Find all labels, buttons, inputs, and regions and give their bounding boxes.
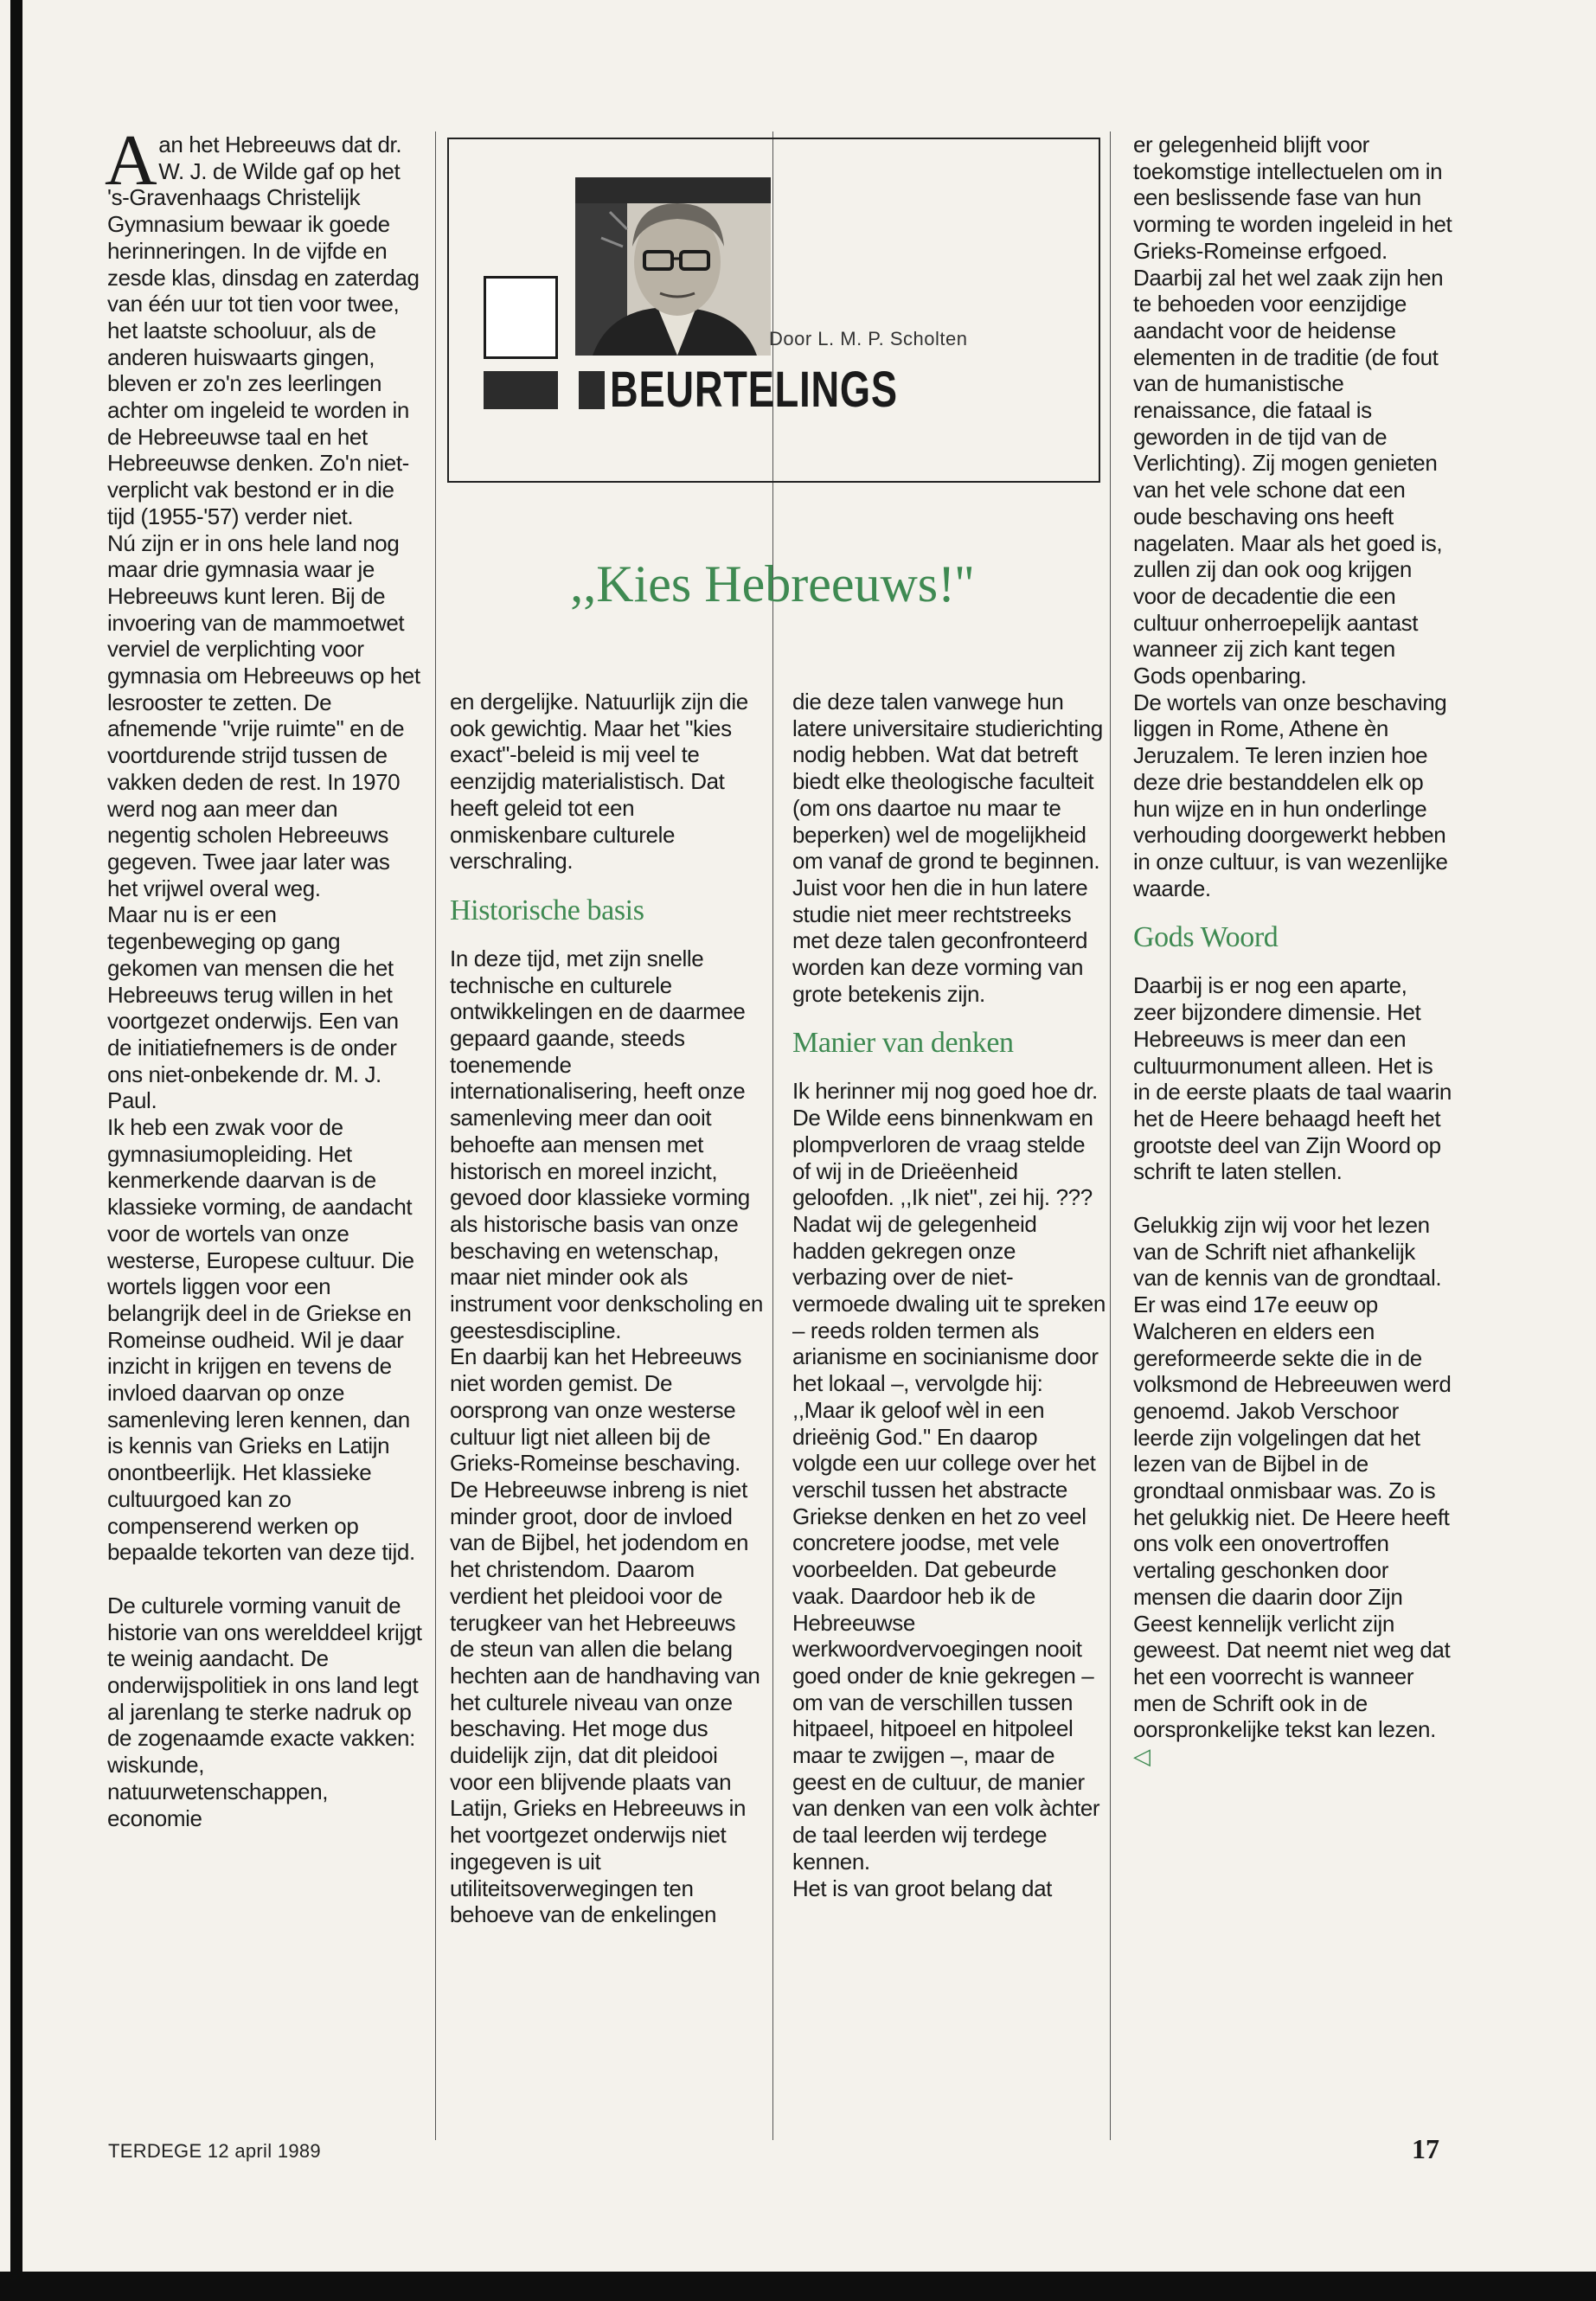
subheading: Manier van denken	[792, 1027, 1014, 1060]
column-rule-3	[1110, 131, 1111, 2140]
scan-bottom-edge	[0, 2272, 1596, 2301]
column-3	[792, 689, 1106, 1901]
subheading: Historische basis	[450, 894, 644, 926]
column-header-box	[447, 138, 1100, 483]
paragraph: Ik heb een zwak voor de gymnasiumopleiding. Het kenmerkende daarvan is de klassieke vorming, de aandacht voor de wortels van onze westerse, Europese cultuur. Die wortels liggen voor een belangrijk deel in de Griekse en Romeinse oudheid. Wil je daar inzicht in krijgen en tevens de invloed daarvan op onze samenleving leren kennen, dan is kennis van Grieks en Latijn onontbeerlijk. Het klassieke cultuurgoed kan zo compenserend werken op bepaalde tekorten van deze tijd.	[107, 1114, 415, 1566]
subheading: Gods Woord	[1133, 921, 1279, 954]
paragraph: Nú zijn er in ons hele land nog maar drie gymnasia waar je Hebreeuws kunt leren. Bij de invoering van de mammoetwet verviel de verplichting voor gymnasia om Hebreeuws op het lesrooster te zetten. De afnemende "vrije ruimte" en de voortdurende strijd tussen de vakken deden de rest. In 1970 werd nog aan meer dan negentig scholen Hebreeuws gegeven. Twee jaar later was het vrijwel overal weg.	[107, 529, 420, 901]
column-1	[105, 120, 424, 1831]
byline: Door L. M. P. Scholten	[769, 328, 968, 349]
author-portrait-photo	[575, 177, 771, 356]
column-4	[1133, 131, 1453, 1770]
column-rule-1	[435, 131, 436, 2140]
page-number: 17	[1412, 2133, 1439, 2164]
paragraph: De culturele vorming vanuit de historie van ons werelddeel krijgt te weinig aandacht. De onderwijspolitiek in ons land legt al jarenlang te sterke nadruk op de zogenaamde exacte vakken: wiskunde, natuurwetenschappen, economie	[107, 1592, 422, 1831]
section-title: BEURTELINGS	[610, 362, 898, 418]
paragraph: Aan het Hebreeuws dat dr. W. J. de Wilde gaf op het 's-Gravenhaags Christelijk Gymnasium bewaar ik goede herinneringen. In de vijfde en zesde klas, dinsdag en zaterdag van één uur tot tien voor twee, het laatste schooluur, als de anderen huiswaarts gingen, bleven er zo'n zes leerlingen achter om ingeleid te worden in de Hebreeuwse taal en het Hebreeuwse denken. Zo'n niet-verplicht vak bestond er in die tijd (1955-'57) verder niet.	[105, 120, 420, 529]
article-headline: ,,Kies Hebreeuws!''	[570, 555, 974, 612]
paragraph: Daarbij is er nog een aparte, zeer bijzondere dimensie. Het Hebreeuws is meer dan een cultuurmonument alleen. Het is in de eerste plaats de taal waarin het de Heere behaagd heeft het grootste deel van Zijn Woord op schrift te laten stellen.	[1133, 972, 1452, 1185]
paragraph: De wortels van onze beschaving liggen in Rome, Athene èn Jeruzalem. Te leren inzien hoe deze drie bestanddelen elk op hun wijze en in hun onderlinge verhouding doorgewerkt hebben in onze cultuur, is van wezenlijke waarde.	[1133, 689, 1448, 901]
paragraph: en dergelijke. Natuurlijk zijn die ook gewichtig. Maar het "kies exact"-beleid is mij veel te eenzijdig materialistisch. Dat heeft geleid tot een onmiskenbare culturele verschraling.	[450, 689, 748, 875]
paragraph: die deze talen vanwege hun latere universitaire studierichting nodig hebben. Wat dat betreft biedt elke theologische faculteit (om ons daartoe nu maar te beperken) wel de mogelijkheid om vanaf de grond te beginnen. Juist voor hen die in hun latere studie niet meer rechtstreeks met deze talen geconfronteerd worden kan deze vorming van grote betekenis zijn.	[792, 689, 1103, 1007]
paragraph: Het is van groot belang dat	[792, 1875, 1052, 1901]
paragraph: Gelukkig zijn wij voor het lezen van de Schrift niet afhankelijk van de kennis van de grondtaal. Er was eind 17e eeuw op Walcheren en elders een gereformeerde sekte die in de volksmond de Hebreeuwen werd genoemd. Jakob Verschoor leerde zijn volgelingen dat het lezen van de Bijbel in de grondtaal onmisbaar was. Zo is het gelukkig niet. De Heere heeft ons volk een onovertroffen vertaling geschonken door mensen die daarin door Zijn Geest kennelijk verlicht zijn geweest. Dat neemt niet weg dat het een voorrecht is wanneer men de Schrift ook in de oorspronkelijke tekst kan lezen. ◁	[1133, 1212, 1452, 1770]
scan-left-edge	[10, 0, 22, 2301]
paragraph: Ik herinner mij nog goed hoe dr. De Wilde eens binnenkwam en plompverloren de vraag stelde of wij in de Drieëenheid geloofden. ,,Ik niet'', zei hij. ??? Nadat wij de gelegenheid hadden gekregen onze verbazing over de niet-vermoede dwaling uit te spreken – reeds rolden termen als arianisme en socinianisme door het lokaal –, vervolgde hij: ,,Maar ik geloof wèl in een drieënig God.'' En daarop volgde een uur college over het verschil tussen het abstracte Griekse denken en het zo veel concretere joodse, met vele voorbeelden. Dat gebeurde vaak. Daardoor heb ik de Hebreeuwse werkwoordvervoegingen nooit goed onder de knie gekregen – om van de verschillen tussen hitpaeel, hitpoeel en hitpoleel maar te zwijgen –, maar de geest en de cultuur, de manier van denken van een volk àchter de taal leerden wij terdege kennen.	[792, 1078, 1106, 1875]
column-2	[450, 689, 763, 1928]
logo-square-outline	[484, 276, 558, 359]
logo-square-filled	[484, 371, 558, 409]
end-mark-icon: ◁	[1133, 1743, 1151, 1770]
dropcap: A	[105, 120, 157, 201]
paragraph: Maar nu is er een tegenbeweging op gang gekomen van mensen die het Hebreeuws terug willen in het voortgezet onderwijs. Een van de initiatiefnemers is de onder ons niet-onbekende dr. M. J. Paul.	[107, 901, 399, 1114]
footer-publication: TERDEGE 12 april 1989	[108, 2140, 321, 2162]
paragraph: er gelegenheid blijft voor toekomstige intellectuelen om in een beslissende fase van hun vorming te worden ingeleid in het Grieks-Romeinse erfgoed. Daarbij zal het wel zaak zijn hen te behoeden voor eenzijdige aandacht voor de heidense elementen in de traditie (de fout van de humanistische renaissance, die fataal is geworden in de tijd van de Verlichting). Zij mogen genieten van het vele schone dat een oude beschaving ons heeft nagelaten. Maar als het goed is, zullen zij dan ook oog krijgen voor de decadentie die een cultuur onherroepelijk aantast wanneer zij zich kant tegen Gods openbaring.	[1133, 131, 1452, 689]
paragraph: In deze tijd, met zijn snelle technische en culturele ontwikkelingen en de daarmee gepaard gaande, steeds toenemende internationalisering, heeft onze samenleving meer dan ooit behoefte aan mensen met historisch en moreel inzicht, gevoed door klassieke vorming als historische basis van onze beschaving en wetenschap, maar niet minder ook als instrument voor denkscholing en geestesdiscipline.	[450, 945, 763, 1343]
title-bar	[579, 371, 605, 409]
paragraph: En daarbij kan het Hebreeuws niet worden gemist. De oorsprong van onze westerse cultuur ligt niet alleen bij de Grieks-Romeinse beschaving. De Hebreeuwse inbreng is niet minder groot, door de invloed van de Bijbel, het jodendom en het christendom. Daarom verdient het pleidooi voor de terugkeer van het Hebreeuws de steun van allen die belang hechten aan de handhaving van het culturele niveau van onze beschaving. Het moge dus duidelijk zijn, dat dit pleidooi voor een blijvende plaats van Latijn, Grieks en Hebreeuws in het voortgezet onderwijs niet ingegeven is uit utiliteitsoverwegingen ten behoeve van de enkelingen	[450, 1343, 760, 1928]
